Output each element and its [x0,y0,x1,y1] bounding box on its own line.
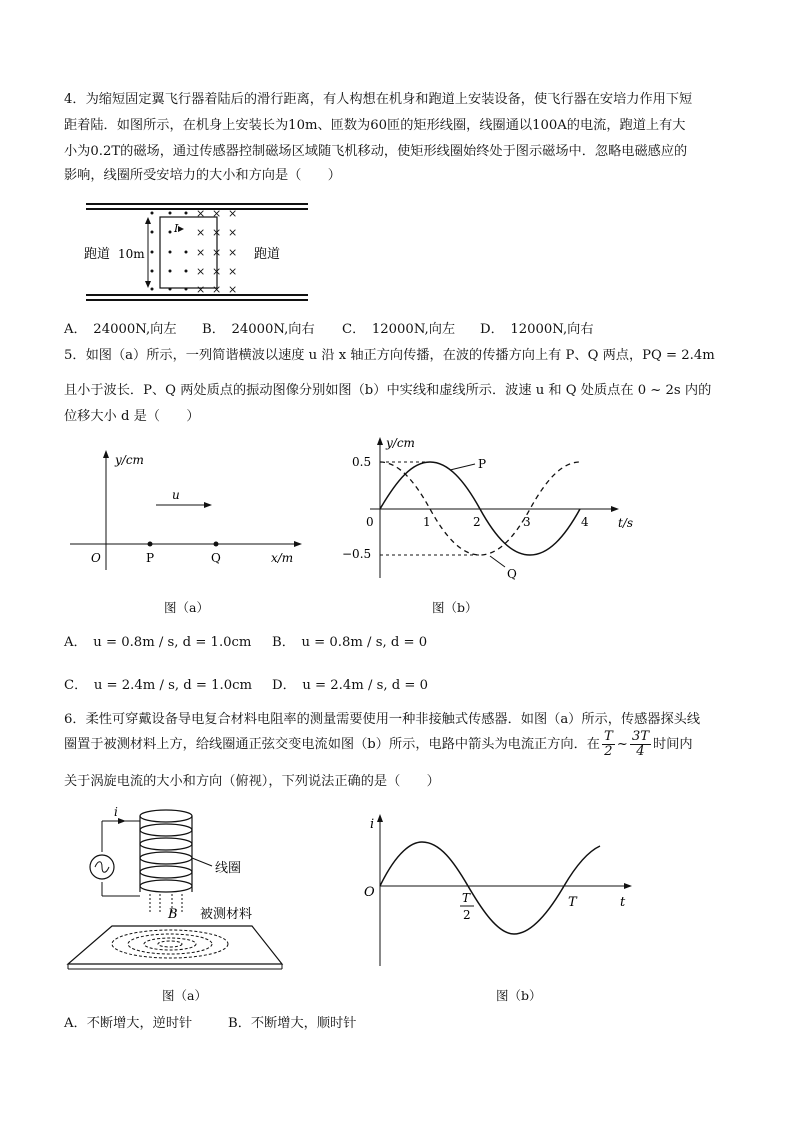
coil-label: 线圈 [215,861,242,876]
q5-option-d[interactable]: D． u = 2.4m / s, d = 0 [272,678,428,693]
q6-line-1: 6．柔性可穿戴设备导电复合材料电阻率的测量需要使用一种非接触式传感器．如图（a）所示，传感器探头线 [64,712,701,727]
svg-text:×: × [228,283,238,296]
q5-line-2: 且小于波长．P、Q 两处质点的振动图像分别如图（b）中实线和虚线所示．波速 u 和 Q 处质点在 0 ~ 2s 内的 [64,383,712,398]
q6-line-2-start: 圈置于被测材料上方，给线圈通正弦交变电流如图（b）所示，电路中箭头为电流正方向．在 [64,737,600,752]
q5-option-b[interactable]: B． u = 0.8m / s, d = 0 [272,635,428,650]
q5-fig-b-caption: 图（b） [432,600,478,615]
q6-line-2 [64,728,693,762]
point-p-label: P [146,551,155,565]
ytick-0-5: 0.5 [352,455,372,469]
svg-text:×: × [196,283,206,296]
svg-text:×: × [196,265,206,278]
velocity-label: u [172,488,180,502]
fraction-3t-over-4: $\frac{3T}{4}$ [631,729,649,759]
fig-a-ylabel: y/cm [115,453,144,467]
q4-line-2: 距着陆．如图所示，在机身上安装长为10m、匝数为60匝的矩形线圈，线圈通以100A的电流，跑道上有大 [64,118,686,133]
q5-figure-b [340,432,640,582]
q5-line-1: 5．如图（a）所示，一列简谐横波以速度 u 沿 x 轴正方向传播，在波的传播方向上有 P、Q 两点，PQ = 2.4m [64,348,715,363]
q6-figure-a [62,806,312,976]
fig-b-t-label: t [620,895,626,910]
xtick-3: 3 [523,515,531,529]
current-label: I [174,222,179,235]
point-q-label: Q [211,551,221,565]
fig-a-xlabel: x/m [271,551,294,565]
coil-icon [140,810,192,892]
q4-option-c[interactable]: C． 12000N,向左 [342,322,456,337]
current-sine-curve [380,842,600,934]
eddy-current-rings [112,930,228,958]
q4-line-1: 4．为缩短固定翼飞行器着陆后的滑行距离，有人构想在机身和跑道上安装设备，使飞行器在安培力作用下短 [64,92,693,107]
q6-figure-b [342,806,642,971]
svg-text:×: × [228,226,238,239]
svg-text:×: × [212,283,222,296]
svg-text:×: × [212,226,222,239]
q5-figure-a [66,448,306,578]
rectangular-coil [160,217,217,288]
fig-b-i-label: i [370,817,375,832]
point-q [214,542,219,547]
q6-line-2-end: 时间内 [653,737,693,752]
material-label: 被测材料 [200,907,253,922]
magnetic-field-dots [151,212,188,291]
fig-b-origin: O [364,885,375,900]
q6-fig-b-caption: 图（b） [496,988,542,1003]
xtick-4: 4 [581,515,589,529]
curve-q-label: Q [507,567,517,581]
fig-b-origin: 0 [366,515,374,529]
q4-runway-figure [82,196,312,306]
coil-length-label: 10m [118,247,145,261]
q4-line-3: 小为0.2T的磁场，通过传感器控制磁场区域随飞机移动，使矩形线圈始终处于图示磁场中．忽略电磁感应的 [64,144,688,159]
svg-text:×: × [196,246,206,259]
q6-line-3: 关于涡旋电流的大小和方向（俯视），下列说法正确的是（ ） [64,774,440,789]
tilde: ~ [616,737,628,752]
fig-b-xlabel: t/s [618,516,634,530]
q5-option-c[interactable]: C． u = 2.4m / s, d = 1.0cm [64,678,252,693]
q5-fig-a-caption: 图（a） [164,600,209,615]
xtick-1: 1 [423,515,431,529]
fraction-t-over-2: $\frac{T}{2}$ [603,729,613,759]
svg-text:×: × [212,246,222,259]
period-label: T [568,895,577,910]
q4-option-a[interactable]: A． 24000N,向左 [64,322,177,337]
curve-p-label: P [478,457,487,471]
xtick-2: 2 [473,515,481,529]
q6-option-b[interactable]: B．不断增大，顺时针 [228,1016,357,1031]
point-p [148,542,153,547]
q6-option-a[interactable]: A．不断增大，逆时针 [64,1016,193,1031]
half-period-num: T [462,891,471,905]
svg-text:×: × [228,207,238,220]
field-b-label: B [168,907,178,922]
svg-text:×: × [196,226,206,239]
q4-option-d[interactable]: D． 12000N,向右 [480,322,594,337]
ytick-neg-0-5: −0.5 [342,547,372,561]
svg-text:×: × [212,207,222,220]
q4-option-b[interactable]: B． 24000N,向右 [202,322,315,337]
svg-text:×: × [212,265,222,278]
q5-line-3: 位移大小 d 是（ ） [64,409,200,424]
q4-line-4: 影响，线圈所受安培力的大小和方向是（ ） [64,168,341,183]
fig-a-origin: O [91,551,101,565]
runway-right-label: 跑道 [254,247,281,262]
q6-fig-a-caption: 图（a） [162,988,207,1003]
runway-left-label: 跑道 [84,247,111,262]
fig-b-ylabel: y/cm [386,436,415,450]
svg-text:×: × [228,246,238,259]
svg-text:×: × [228,265,238,278]
half-period-den: 2 [463,908,471,922]
svg-text:×: × [196,207,206,220]
q5-option-a[interactable]: A． u = 0.8m / s, d = 1.0cm [64,635,252,650]
current-i-label: i [114,806,118,819]
